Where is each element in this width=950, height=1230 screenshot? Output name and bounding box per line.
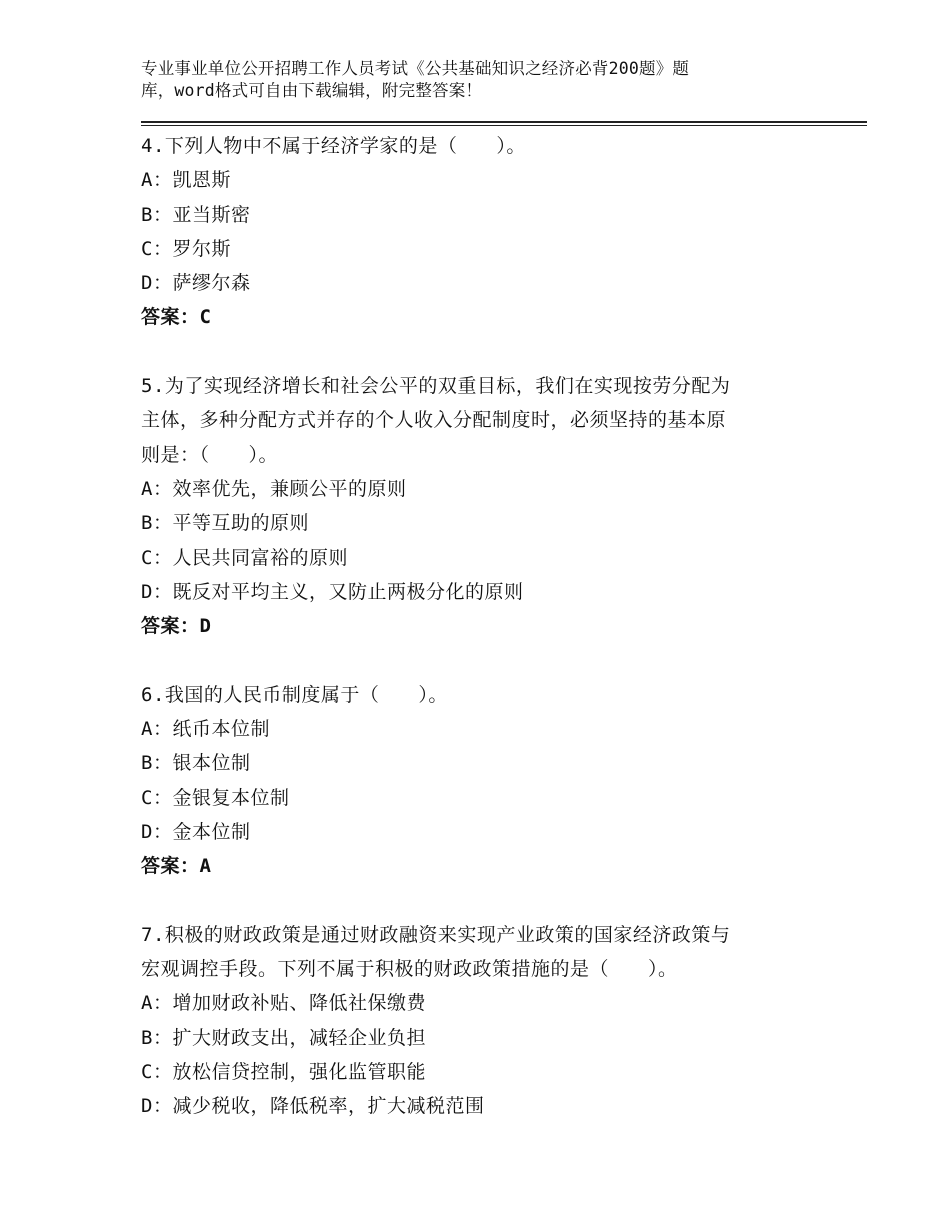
question-6-stem: 6.我国的人民币制度属于（ ）。 <box>141 683 448 706</box>
question-6-option-c: C：金银复本位制 <box>141 786 290 809</box>
question-4-option-c: C：罗尔斯 <box>141 237 231 260</box>
question-5-stem-line-2: 主体，多种分配方式并存的个人收入分配制度时，必须坚持的基本原 <box>141 409 727 432</box>
question-7 <box>141 918 861 1124</box>
question-7-option-c: C：放松信贷控制，强化监管职能 <box>141 1061 426 1084</box>
question-5 <box>141 369 861 643</box>
question-7-option-d: D：减少税收，降低税率，扩大减税范围 <box>141 1095 485 1118</box>
question-4-option-b: B：亚当斯密 <box>141 203 251 226</box>
header-line-1: 专业事业单位公开招聘工作人员考试《公共基础知识之经济必背200题》题 <box>141 59 690 78</box>
question-4-option-a: A：凯恩斯 <box>141 169 231 192</box>
question-7-stem-line-1: 7.积极的财政政策是通过财政融资来实现产业政策的国家经济政策与 <box>141 923 731 946</box>
question-5-answer: 答案：D <box>141 615 212 638</box>
question-6-answer: 答案：A <box>141 855 212 878</box>
question-6-option-d: D：金本位制 <box>141 820 251 843</box>
document-header <box>141 58 841 102</box>
question-5-option-b: B：平等互助的原则 <box>141 512 309 535</box>
question-6 <box>141 678 861 884</box>
question-7-option-b: B：扩大财政支出，减轻企业负担 <box>141 1026 426 1049</box>
question-7-stem-line-2: 宏观调控手段。下列不属于积极的财政政策措施的是（ ）。 <box>141 958 678 981</box>
question-list <box>141 129 861 1124</box>
question-7-option-a: A：增加财政补贴、降低社保缴费 <box>141 992 426 1015</box>
question-5-option-d: D：既反对平均主义，又防止两极分化的原则 <box>141 580 524 603</box>
question-5-option-c: C：人民共同富裕的原则 <box>141 546 348 569</box>
question-4-answer: 答案：C <box>141 306 212 329</box>
question-5-stem-line-1: 5.为了实现经济增长和社会公平的双重目标，我们在实现按劳分配为 <box>141 375 731 398</box>
question-6-option-b: B：银本位制 <box>141 752 251 775</box>
question-6-option-a: A：纸币本位制 <box>141 718 270 741</box>
question-5-stem-line-3: 则是：（ ）。 <box>141 443 279 466</box>
question-4-option-d: D：萨缪尔森 <box>141 272 251 295</box>
question-5-option-a: A：效率优先，兼顾公平的原则 <box>141 477 407 500</box>
header-rule-top <box>141 121 867 123</box>
header-rule-bottom <box>141 125 867 126</box>
question-4-stem: 4.下列人物中不属于经济学家的是（ ）。 <box>141 135 526 157</box>
header-line-2: 库，word格式可自由下载编辑，附完整答案！ <box>141 81 483 100</box>
question-4 <box>141 129 861 335</box>
